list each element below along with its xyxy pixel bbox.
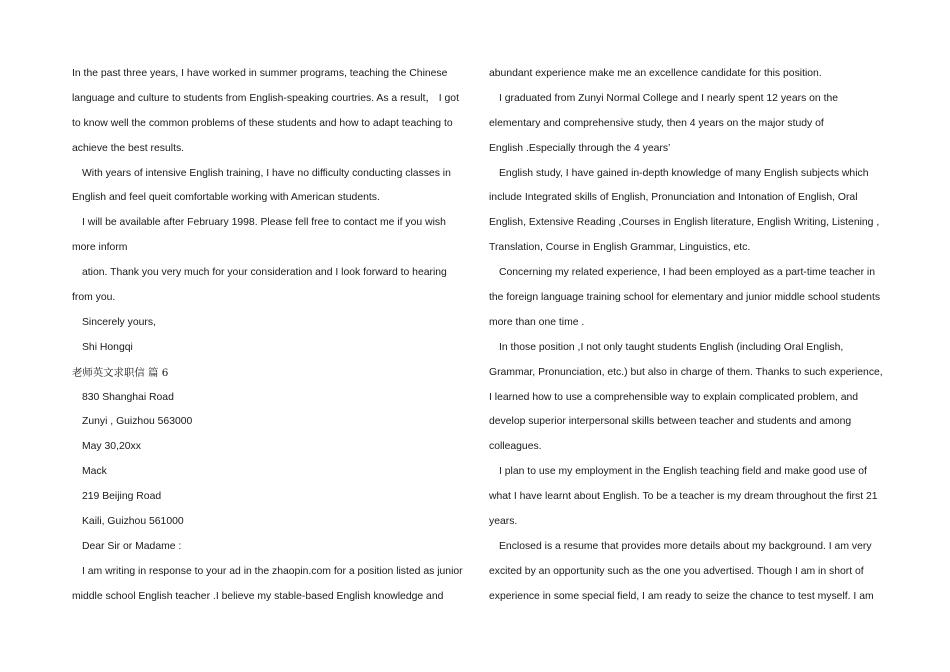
text-line: I plan to use my employment in the English teaching field and make good use of: [499, 466, 867, 478]
text-line: I am writing in response to your ad in the zhaopin.com for a position listed as junior: [82, 565, 463, 577]
text-line: Shi Hongqi: [82, 341, 133, 353]
right-text-column: [489, 62, 889, 610]
text-line: Mack: [82, 466, 107, 478]
text-line: Kaili, Guizhou 561000: [82, 516, 184, 528]
text-line: the foreign language training school for elementary and junior middle school students: [489, 292, 881, 304]
text-line: I will be available after February 1998. Please fell free to contact me if you wish: [82, 217, 446, 229]
section-heading: 老师英文求职信 篇 6: [72, 366, 169, 379]
text-line: achieve the best results.: [72, 142, 185, 154]
text-line: Translation, Course in English Grammar, Linguistics, etc.: [489, 242, 751, 254]
text-line: Dear Sir or Madame :: [82, 540, 182, 552]
text-line: experience in some special field, I am ready to seize the chance to test myself. I am: [489, 590, 874, 602]
text-line: years.: [489, 516, 518, 528]
text-line: Enclosed is a resume that provides more details about my background. I am very: [499, 540, 872, 552]
text-line: May 30,20xx: [82, 441, 141, 453]
text-line: middle school English teacher .I believe my stable-based English knowledge and: [72, 590, 444, 602]
text-line: excited by an opportunity such as the one you advertised. Though I am in short of: [489, 565, 864, 577]
text-line: 219 Beijing Road: [82, 491, 162, 503]
left-text-column: [72, 62, 482, 610]
text-line: language and culture to students from English-speaking courtries. As a result， I got: [72, 92, 459, 104]
text-line: to know well the common problems of these students and how to adapt teaching to: [72, 117, 453, 129]
text-line: Concerning my related experience, I had been employed as a part-time teacher in: [499, 267, 876, 279]
text-line: With years of intensive English training, I have no difficulty conducting classes in: [82, 167, 451, 179]
text-line: develop superior interpersonal skills between teacher and students and among: [489, 416, 852, 428]
text-line: English and feel queit comfortable working with American students.: [72, 192, 380, 204]
text-line: from you.: [72, 292, 116, 304]
text-line: colleagues.: [489, 441, 542, 453]
text-line: Sincerely yours,: [82, 316, 156, 328]
text-line: Zunyi , Guizhou 563000: [82, 416, 193, 428]
text-line: Grammar, Pronunciation, etc.) but also in charge of them. Thanks to such experience,: [489, 366, 883, 378]
text-line: English study, I have gained in-depth knowledge of many English subjects which: [499, 167, 869, 179]
text-line: In those position ,I not only taught students English (including Oral English,: [499, 341, 844, 353]
text-line: 830 Shanghai Road: [82, 391, 174, 403]
text-line: more inform: [72, 242, 128, 254]
text-line: include Integrated skills of English, Pronunciation and Intonation of English, Oral: [489, 192, 858, 204]
text-line: ation. Thank you very much for your consideration and I look forward to hearing: [82, 267, 447, 279]
text-line: elementary and comprehensive study, then 4 years on the major study of: [489, 117, 824, 129]
text-line: English, Extensive Reading ,Courses in English literature, English Writing, Listening ,: [489, 217, 880, 229]
text-line: what I have learnt about English. To be a teacher is my dream throughout the first 21: [489, 491, 878, 503]
text-line: In the past three years, I have worked in summer programs, teaching the Chinese: [72, 68, 448, 79]
text-line: I learned how to use a comprehensible way to explain complicated problem, and: [489, 391, 859, 403]
text-line: abundant experience make me an excellence candidate for this position.: [489, 68, 822, 79]
text-line: English .Especially through the 4 years’: [489, 142, 671, 154]
text-line: I graduated from Zunyi Normal College and I nearly spent 12 years on the: [499, 92, 839, 104]
text-line: more than one time .: [489, 316, 585, 328]
